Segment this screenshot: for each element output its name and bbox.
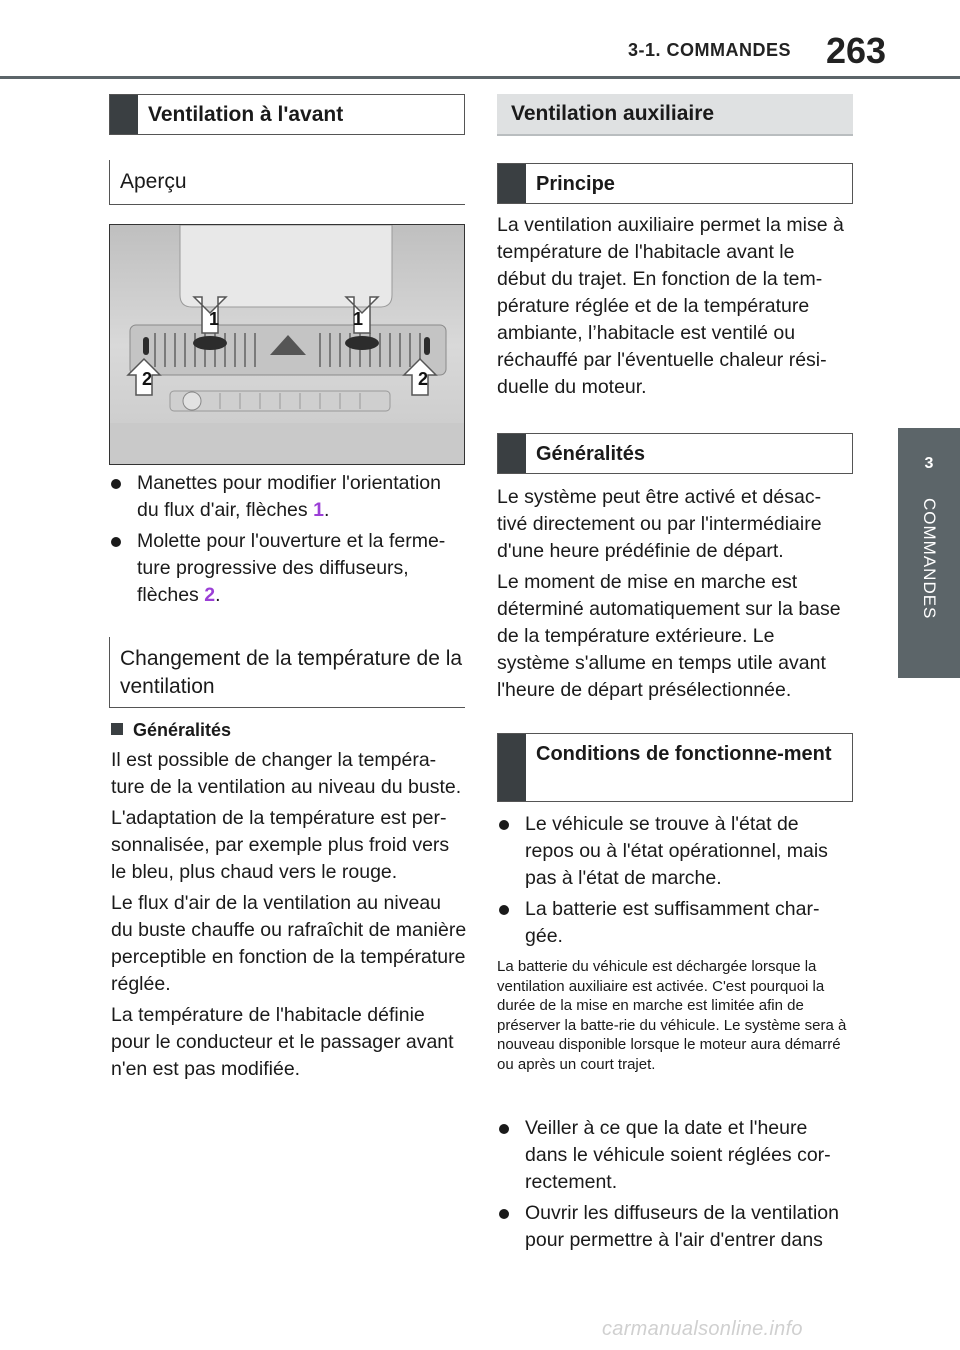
bullet-icon <box>111 537 121 547</box>
final-bullet-list <box>499 1115 847 1258</box>
dashboard-vents-figure <box>109 224 465 465</box>
heading-bar <box>498 164 526 203</box>
side-tab-number: 3 <box>924 455 934 472</box>
minor-heading-text: Généralités <box>133 720 232 740</box>
bullet-text: Molette pour l'ouverture et la ferme-ture progressive des diffuseurs, flèches <box>137 530 446 606</box>
paragraph: Le système peut être activé et désac-tivé directement ou par l'intermédiaire d'une heure prédéfinie de départ. <box>497 486 822 562</box>
side-tab-label-text: COMMANDES <box>920 498 939 620</box>
dashboard-illustration <box>110 225 465 465</box>
callout-label-1-left: 1 <box>208 309 220 329</box>
temperature-paragraphs <box>111 747 467 1087</box>
paragraph: Il est possible de changer la tempéra-ture de la ventilation au niveau du buste. <box>111 749 462 798</box>
list-item <box>499 1200 847 1254</box>
bullet-icon <box>499 905 509 915</box>
callout-label-2-left: 2 <box>141 369 153 389</box>
paragraph: Le flux d'air de la ventilation au niveau du buste chauffe ou rafraîchit de manière perceptible en fonction de la température réglée. <box>111 892 467 995</box>
heading-general-text: Généralités <box>536 443 645 465</box>
subheading-overview <box>109 160 465 205</box>
square-bullet-icon <box>111 723 123 735</box>
heading-principle-text: Principe <box>536 173 615 195</box>
minor-heading <box>111 718 467 742</box>
side-tab-label <box>898 498 960 668</box>
bullet-icon <box>111 479 121 489</box>
heading-general <box>497 433 853 474</box>
callout-label-2-right: 2 <box>417 369 429 389</box>
header-rule <box>0 76 960 79</box>
source-watermark: carmanualsonline.info <box>602 1318 803 1340</box>
paragraph: La température de l'habitacle définie pour le conducteur et le passager avant n'en est pas modifiée. <box>111 1004 454 1080</box>
bullet-text: La batterie est suffisamment char-gée. <box>525 898 820 947</box>
heading-bar <box>498 734 526 801</box>
subheading-overview-text: Aperçu <box>120 170 187 193</box>
callout-label-1-right: 1 <box>352 309 364 329</box>
bullet-icon <box>499 1209 509 1219</box>
chapter-title: 3-1. COMMANDES <box>628 40 792 60</box>
paragraph: La ventilation auxiliaire permet la mise à température de l'habitacle avant le début du trajet. En fonction de la tem-pérature réglée et de la température ambiante, l’habitacle est ventilé ou réchauffé par l'éventuelle chaleur rési-duelle du moteur. <box>497 214 844 398</box>
principle-paragraph <box>497 212 847 405</box>
bullet-end: . <box>323 499 330 521</box>
battery-note <box>497 957 849 1075</box>
general-paragraphs <box>497 484 847 708</box>
bullet-text: Le véhicule se trouve à l'état de repos ou à l'état opérationnel, mais pas à l'état de marche. <box>525 813 828 889</box>
subheading-temperature-text: Changement de la température de la ventilation <box>120 647 463 698</box>
heading-conditions-text: Conditions de fonctionne-ment <box>536 743 832 765</box>
list-item <box>111 470 465 524</box>
bullet-icon <box>499 1124 509 1134</box>
paragraph: Le moment de mise en marche est déterminé automatiquement sur la base de la température extérieure. Le système s'allume en temps utile avant l'heure de départ présélectionnée. <box>497 571 841 701</box>
figure-ref-1: 1 <box>313 499 324 521</box>
bullet-icon <box>499 820 509 830</box>
list-item <box>499 896 847 950</box>
list-item <box>499 1115 847 1196</box>
section-heading-aux-ventilation <box>497 94 853 136</box>
section-title: Ventilation à l'avant <box>148 103 344 126</box>
figure-ref-2: 2 <box>204 584 216 606</box>
list-item <box>499 811 847 892</box>
section-heading-front-ventilation <box>109 94 465 135</box>
bullet-text: Manettes pour modifier l'orientation du flux d'air, flèches <box>137 472 441 521</box>
list-item <box>111 528 465 609</box>
note-text: La batterie du véhicule est déchargée lorsque la ventilation auxiliaire est activée. C'est pourquoi la durée de la mise en marche est limitée afin de préserver la batte-rie du véhicule. Le système sera à nouveau disponible lorsque le moteur aura démarré ou après un court trajet. <box>497 958 847 1073</box>
heading-conditions <box>497 733 853 802</box>
heading-bar <box>498 434 526 473</box>
heading-bar <box>110 95 138 134</box>
bullet-text: Ouvrir les diffuseurs de la ventilation pour permettre à l'air d'entrer dans <box>525 1202 839 1251</box>
heading-principle <box>497 163 853 204</box>
page-number: 263 <box>826 30 887 71</box>
conditions-bullet-list <box>499 811 847 954</box>
overview-bullet-list <box>111 470 465 613</box>
paragraph: L'adaptation de la température est per-sonnalisée, par exemple plus froid vers le bleu, plus chaud vers le rouge. <box>111 807 450 883</box>
section-title: Ventilation auxiliaire <box>511 102 715 125</box>
bullet-end: . <box>215 584 221 606</box>
subheading-temperature <box>109 637 465 708</box>
bullet-text: Veiller à ce que la date et l'heure dans le véhicule soient réglées cor-rectement. <box>525 1117 831 1193</box>
